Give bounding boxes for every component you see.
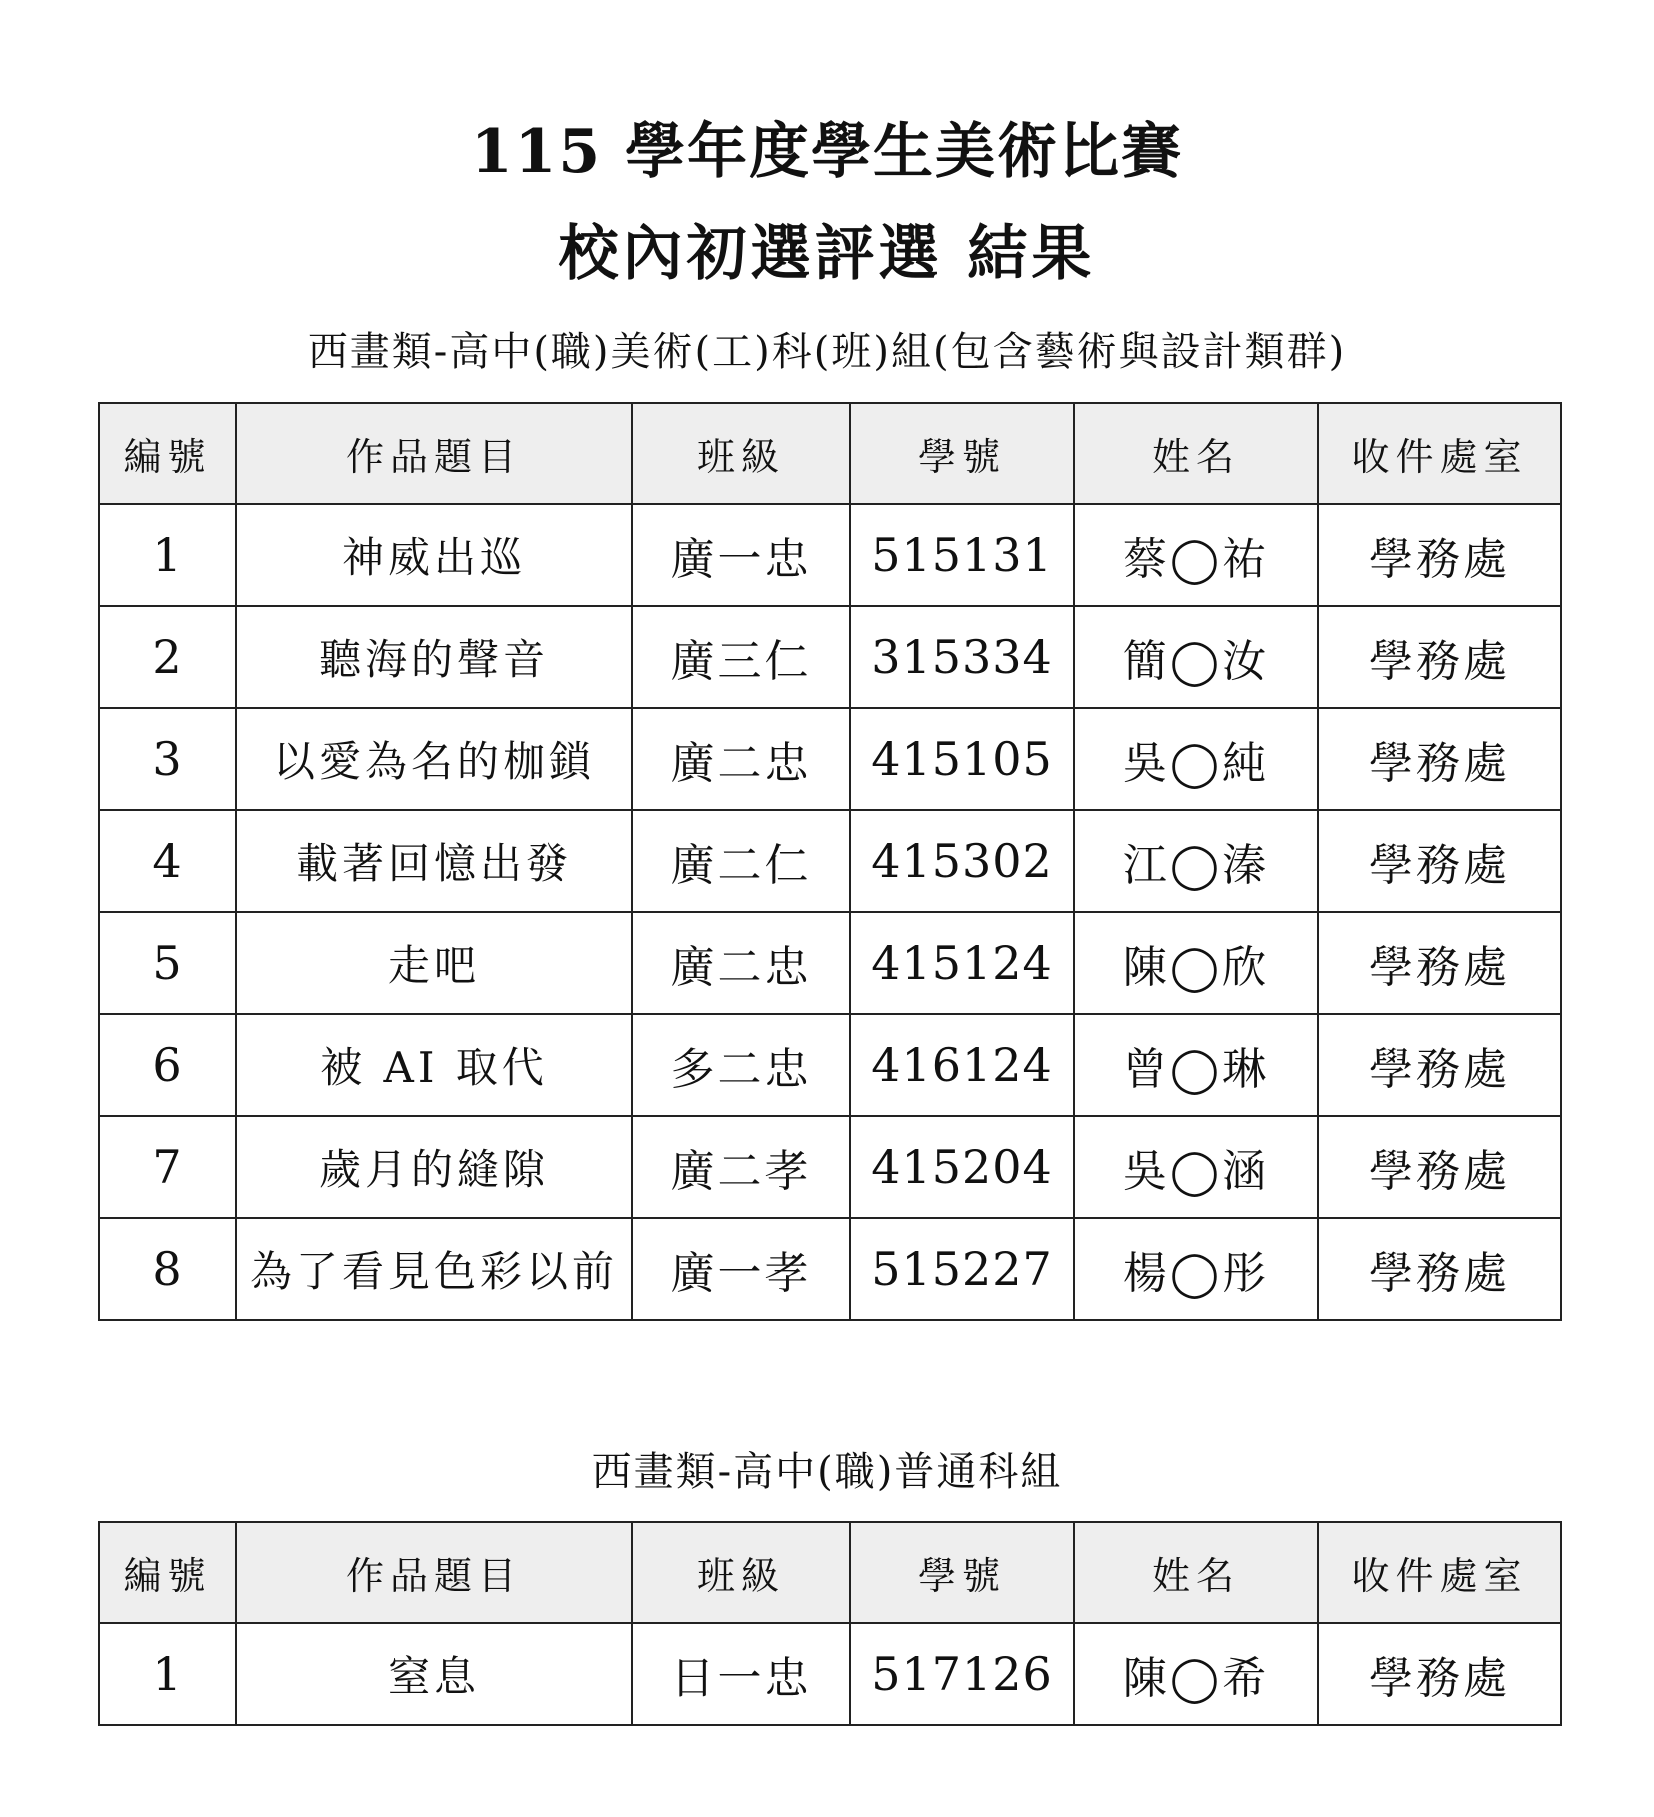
table-row (99, 1218, 1561, 1320)
cell-class: 廣一忠 (632, 504, 850, 606)
table-row (99, 912, 1561, 1014)
cell-number: 7 (99, 1116, 236, 1218)
section-caption-art-class: 西畫類-高中(職)美術(工)科(班)組(包含藝術與設計類群) (307, 329, 1347, 375)
cell-number: 5 (99, 912, 236, 1014)
cell-receiving-office: 學務處 (1318, 1014, 1561, 1116)
cell-student-name: 蔡◯祐 (1074, 504, 1318, 606)
table-row (99, 1116, 1561, 1218)
cell-receiving-office: 學務處 (1318, 810, 1561, 912)
cell-work-title: 被 AI 取代 (236, 1014, 632, 1116)
table-header-row (99, 403, 1561, 504)
column-header-student-name: 姓名 (1074, 403, 1318, 504)
cell-number: 2 (99, 606, 236, 708)
cell-receiving-office: 學務處 (1318, 504, 1561, 606)
results-table-art-class (98, 402, 1562, 1321)
cell-work-title: 以愛為名的枷鎖 (236, 708, 632, 810)
cell-work-title: 為了看見色彩以前 (236, 1218, 632, 1320)
table-row (99, 1623, 1561, 1725)
cell-receiving-office: 學務處 (1318, 1623, 1561, 1725)
cell-student-name: 曾◯琳 (1074, 1014, 1318, 1116)
column-header-number: 編號 (99, 403, 236, 504)
cell-receiving-office: 學務處 (1318, 912, 1561, 1014)
cell-work-title: 歲月的縫隙 (236, 1116, 632, 1218)
cell-number: 8 (99, 1218, 236, 1320)
cell-student-name: 吳◯涵 (1074, 1116, 1318, 1218)
cell-class: 廣一孝 (632, 1218, 850, 1320)
cell-student-id: 415124 (850, 912, 1074, 1014)
cell-student-name: 簡◯汝 (1074, 606, 1318, 708)
cell-class: 廣二孝 (632, 1116, 850, 1218)
column-header-student-id: 學號 (850, 403, 1074, 504)
cell-number: 6 (99, 1014, 236, 1116)
cell-class: 多二忠 (632, 1014, 850, 1116)
cell-student-id: 515227 (850, 1218, 1074, 1320)
cell-receiving-office: 學務處 (1318, 606, 1561, 708)
document-title: 115 學年度學生美術比賽 (470, 117, 1184, 187)
cell-student-name: 楊◯彤 (1074, 1218, 1318, 1320)
cell-class: 廣二忠 (632, 708, 850, 810)
table-row (99, 708, 1561, 810)
document-subtitle: 校內初選評選 結果 (558, 219, 1096, 289)
table-row (99, 504, 1561, 606)
cell-student-id: 415302 (850, 810, 1074, 912)
cell-number: 3 (99, 708, 236, 810)
cell-student-id: 415105 (850, 708, 1074, 810)
cell-work-title: 載著回憶出發 (236, 810, 632, 912)
cell-receiving-office: 學務處 (1318, 708, 1561, 810)
cell-receiving-office: 學務處 (1318, 1116, 1561, 1218)
column-header-receiving-office: 收件處室 (1318, 1522, 1561, 1623)
cell-class: 日一忠 (632, 1623, 850, 1725)
cell-student-name: 江◯溱 (1074, 810, 1318, 912)
cell-student-name: 陳◯希 (1074, 1623, 1318, 1725)
cell-student-name: 吳◯純 (1074, 708, 1318, 810)
section-caption-general-class: 西畫類-高中(職)普通科組 (591, 1449, 1063, 1495)
cell-student-name: 陳◯欣 (1074, 912, 1318, 1014)
cell-number: 4 (99, 810, 236, 912)
column-header-work-title: 作品題目 (236, 403, 632, 504)
column-header-work-title: 作品題目 (236, 1522, 632, 1623)
cell-student-id: 517126 (850, 1623, 1074, 1725)
column-header-student-id: 學號 (850, 1522, 1074, 1623)
cell-work-title: 聽海的聲音 (236, 606, 632, 708)
cell-class: 廣三仁 (632, 606, 850, 708)
column-header-class: 班級 (632, 1522, 850, 1623)
cell-student-id: 415204 (850, 1116, 1074, 1218)
results-table-general-class (98, 1521, 1562, 1726)
cell-student-id: 515131 (850, 504, 1074, 606)
column-header-receiving-office: 收件處室 (1318, 403, 1561, 504)
cell-work-title: 走吧 (236, 912, 632, 1014)
column-header-class: 班級 (632, 403, 850, 504)
column-header-student-name: 姓名 (1074, 1522, 1318, 1623)
table-row (99, 810, 1561, 912)
table-row (99, 1014, 1561, 1116)
cell-number: 1 (99, 1623, 236, 1725)
cell-receiving-office: 學務處 (1318, 1218, 1561, 1320)
column-header-number: 編號 (99, 1522, 236, 1623)
cell-number: 1 (99, 504, 236, 606)
table-row (99, 606, 1561, 708)
cell-class: 廣二仁 (632, 810, 850, 912)
cell-class: 廣二忠 (632, 912, 850, 1014)
cell-student-id: 416124 (850, 1014, 1074, 1116)
cell-student-id: 315334 (850, 606, 1074, 708)
cell-work-title: 神威出巡 (236, 504, 632, 606)
table-header-row (99, 1522, 1561, 1623)
cell-work-title: 窒息 (236, 1623, 632, 1725)
